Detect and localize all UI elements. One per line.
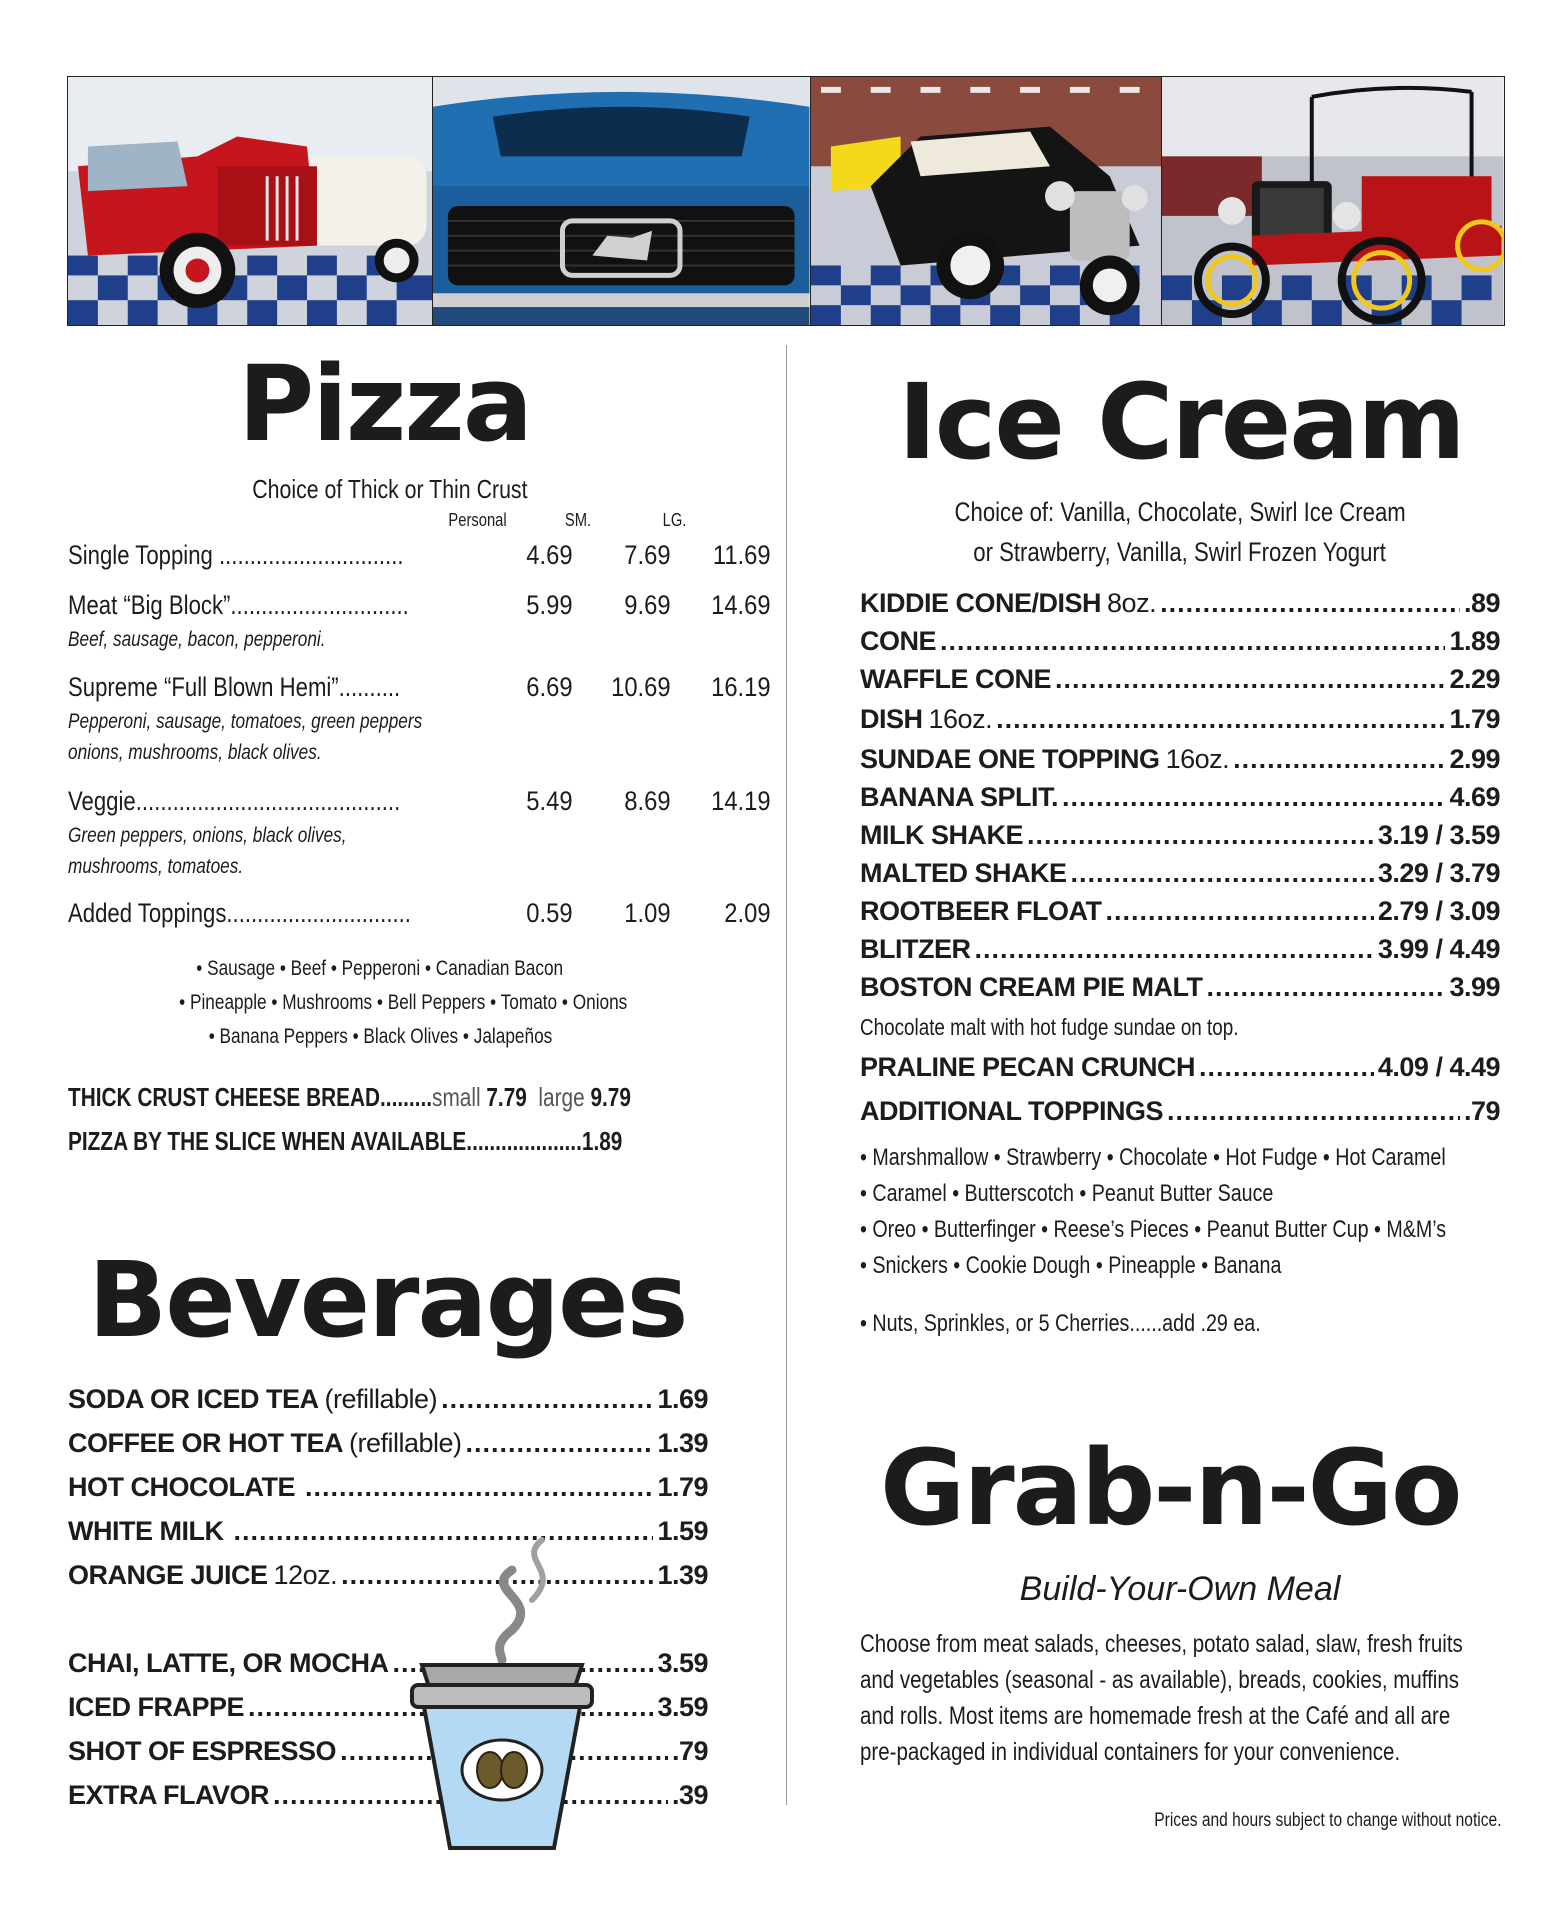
size-header-personal: Personal xyxy=(448,510,508,530)
ice-cream-item: WAFFLE CONE ..... 2.29 xyxy=(860,664,1500,698)
beverage-item: HOT CHOCOLATE ..... 1.79 xyxy=(68,1472,708,1506)
ice-cream-flavor-choices: Choice of: Vanilla, Chocolate, Swirl Ice Cream or Strawberry, Vanilla, Swirl Frozen Yogurt xyxy=(954,497,1406,567)
price-disclaimer: Prices and hours subject to change without notice. xyxy=(1154,1810,1502,1831)
specialty-beverage-item: ICED FRAPPE ..... 3.59 xyxy=(68,1692,708,1726)
car-photo-strip xyxy=(67,76,1505,326)
blue-mustang-grille-photo xyxy=(433,77,810,325)
beverage-item: SODA OR ICED TEA (refillable) ..... 1.69 xyxy=(68,1384,708,1418)
ice-cream-item: BANANA SPLIT. ..... 4.69 xyxy=(860,782,1500,816)
size-header-large: LG. xyxy=(663,510,687,530)
specialty-beverage-item: EXTRA FLAVOR ..... .39 xyxy=(68,1780,708,1814)
coffee-cup-icon xyxy=(402,1530,602,1850)
cheese-bread-row: THICK CRUST CHEESE BREAD.........small 7.79 large 9.79 xyxy=(68,1082,631,1112)
specialty-beverage-item: SHOT OF ESPRESSO ..... .79 xyxy=(68,1736,708,1770)
ice-cream-item: CONE ..... 1.89 xyxy=(860,626,1500,660)
ice-cream-item: DISH 16oz. ..... 1.79 xyxy=(860,704,1500,738)
ice-cream-item: BOSTON CREAM PIE MALT ..... 3.99 xyxy=(860,972,1500,1006)
pizza-item-supreme: Supreme “Full Blown Hemi”.......... 6.69 10.69 16.19 xyxy=(68,672,771,702)
ice-cream-item: BLITZER ..... 3.99 / 4.49 xyxy=(860,934,1500,968)
ice-cream-additional-toppings: ADDITIONAL TOPPINGS ..... .79 xyxy=(860,1096,1500,1130)
pizza-item-description: Beef, sausage, bacon, pepperoni. xyxy=(68,628,326,651)
pizza-item-description: Pepperoni, sausage, tomatoes, green peppers onions, mushrooms, black olives. xyxy=(68,710,423,764)
pizza-item-added-toppings: Added Toppings.............................. 0.59 1.09 2.09 xyxy=(68,898,771,928)
ice-cream-heading: Ice Cream xyxy=(898,361,1464,483)
pizza-slice-row: PIZZA BY THE SLICE WHEN AVAILABLE....................1.89 xyxy=(68,1126,623,1156)
grab-n-go-subtitle: Build-Your-Own Meal xyxy=(1019,1570,1341,1608)
ice-cream-item: MILK SHAKE ..... 3.19 / 3.59 xyxy=(860,820,1500,854)
pizza-item-description: Green peppers, onions, black olives, mushrooms, tomatoes. xyxy=(68,824,347,878)
ice-cream-item: ROOTBEER FLOAT ..... 2.79 / 3.09 xyxy=(860,896,1500,930)
pizza-topping-list: • Sausage • Beef • Pepperoni • Canadian Bacon • Pineapple • Mushrooms • Bell Peppers • Tomato • Onions • Banana Peppers • Black Olives • Jalapeños xyxy=(179,957,628,1048)
size-header-small: SM. xyxy=(564,510,592,530)
beverage-item: WHITE MILK ..... 1.59 xyxy=(68,1516,708,1550)
red-model-t-photo xyxy=(1162,77,1504,325)
beverages-heading: Beverages xyxy=(88,1239,687,1361)
red-pickup-truck-photo xyxy=(68,77,433,325)
boston-cream-description: Chocolate malt with hot fudge sundae on top. xyxy=(860,1014,1239,1040)
ice-cream-item: MALTED SHAKE ..... 3.29 / 3.79 xyxy=(860,858,1500,892)
ice-cream-item-praline: PRALINE PECAN CRUNCH ..... 4.09 / 4.49 xyxy=(860,1052,1500,1086)
pizza-item-single-topping: Single Topping .............................. 4.69 7.69 11.69 xyxy=(68,540,771,570)
specialty-beverage-item: CHAI, LATTE, OR MOCHA ..... 3.59 xyxy=(68,1648,708,1682)
beverage-item: ORANGE JUICE 12oz. ..... 1.39 xyxy=(68,1560,708,1594)
grab-n-go-heading: Grab-n-Go xyxy=(880,1427,1461,1549)
ice-cream-topping-list: • Marshmallow • Strawberry • Chocolate • Hot Fudge • Hot Caramel • Caramel • Butterscotch • Peanut Butter Sauce • Oreo • Butterfinger • Reese’s Pieces • Peanut Butter Cup • M&M’s • Snickers • Cookie Dough • Pineapple • Banana xyxy=(860,1144,1447,1279)
pizza-subtitle: Choice of Thick or Thin Crust xyxy=(252,474,528,504)
pizza-heading: Pizza xyxy=(238,343,532,465)
beverage-item: COFFEE OR HOT TEA (refillable) ..... 1.39 xyxy=(68,1428,708,1462)
column-divider xyxy=(786,345,787,1805)
ice-cream-item: KIDDIE CONE/DISH 8oz. ..... .89 xyxy=(860,588,1500,622)
ice-cream-item: SUNDAE ONE TOPPING 16oz. ..... 2.99 xyxy=(860,744,1500,778)
pizza-item-veggie: Veggie........................................... 5.49 8.69 14.19 xyxy=(68,786,771,816)
pizza-item-meat-big-block: Meat “Big Block”............................. 5.99 9.69 14.69 xyxy=(68,590,771,620)
grab-n-go-description: Choose from meat salads, cheeses, potato salad, slaw, fresh fruits and vegetables (seasonal - as available), breads, cookies, muffins and rolls. Most items are homemade fresh at the Café and all are pre-packaged in individual containers for your convenience. xyxy=(860,1630,1463,1766)
ice-cream-extras: • Nuts, Sprinkles, or 5 Cherries......add .29 ea. xyxy=(860,1310,1261,1337)
black-classic-car-photo xyxy=(811,77,1163,325)
